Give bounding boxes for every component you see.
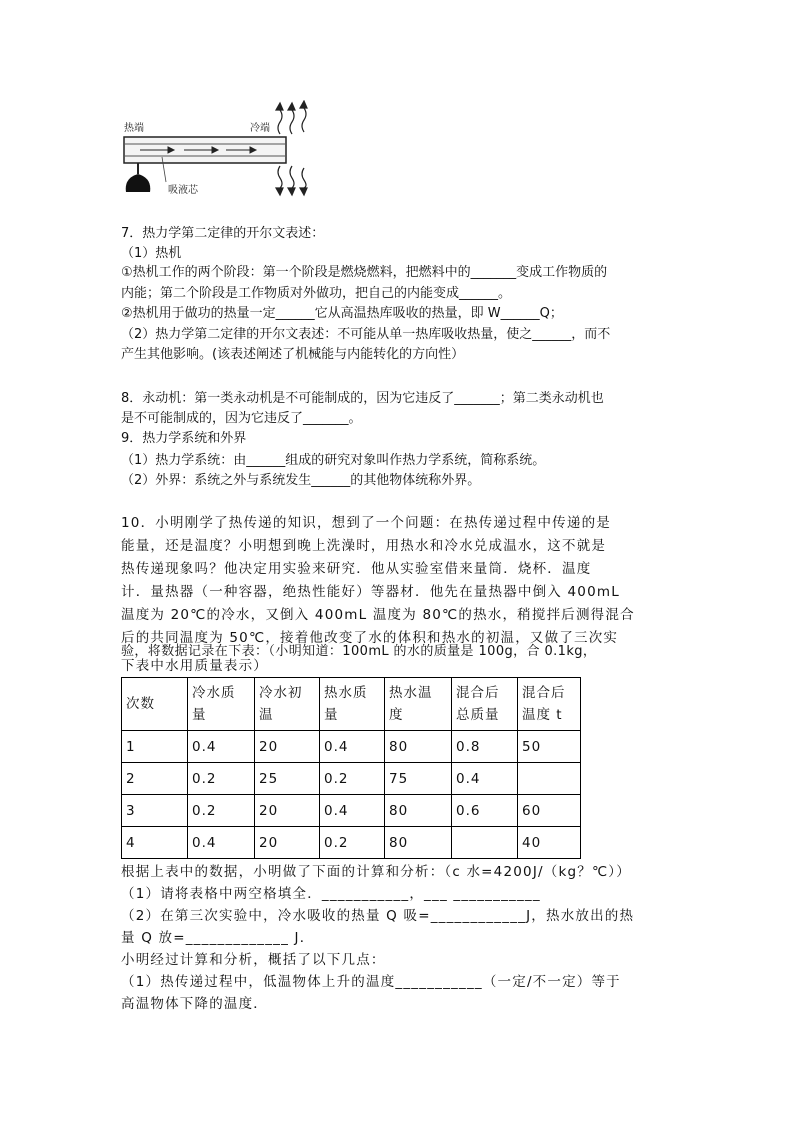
- q10-intro-line: 10．小明刚学了热传递的知识，想到了一个问题：在热传递过程中传递的是: [121, 515, 611, 531]
- table-cell: 0.2: [188, 795, 255, 827]
- table-cell: 0.4: [188, 827, 255, 859]
- column-header: 热水温 度: [385, 678, 452, 731]
- q7-part2-line1: （2）热力学第二定律的开尔文表述：不可能从单一热库吸收热量，使之______，而不: [121, 327, 611, 342]
- table-cell: 50: [518, 731, 581, 763]
- q10-conclusion-line2: 高温物体下降的温度．: [121, 996, 268, 1012]
- q7-title: 7．热力学第二定律的开尔文表述：: [121, 226, 325, 241]
- table-cell: 60: [518, 795, 581, 827]
- table-cell: 2: [122, 763, 188, 795]
- q10-intro-line: 热传递现象吗？他决定用实验来研究．他从实验室借来量筒．烧杯．温度: [121, 561, 592, 577]
- q7-item2: ②热机用于做功的热量一定______它从高温热库吸收的热量，即 W______Q；: [121, 306, 563, 321]
- table-cell: 20: [255, 731, 320, 763]
- table-row: [122, 795, 581, 827]
- q7-part1-header: （1）热机: [121, 246, 182, 261]
- q10-intro-line: 下表中水用质量表示）: [121, 658, 268, 674]
- table-cell: 3: [122, 795, 188, 827]
- table-row: [122, 731, 581, 763]
- burner-flame: [126, 163, 151, 192]
- q10-intro-line: 后的共同温度为 50℃，接着他改变了水的体积和热水的初温，又做了三次实: [121, 630, 619, 646]
- table-cell: 0.2: [320, 763, 385, 795]
- q10-intro-line: 能量，还是温度？小明想到晚上洗澡时，用热水和冷水兑成温水，这不就是: [121, 538, 607, 554]
- column-header: 混合后 温度 t: [518, 678, 581, 731]
- table-row: [122, 827, 581, 859]
- q9-part1: （1）热力学系统：由______组成的研究对象叫作热力学系统，简称系统。: [121, 453, 546, 468]
- heat-release-waves-up: [276, 101, 307, 134]
- table-header-row: [122, 678, 581, 731]
- table-cell: 0.4: [320, 731, 385, 763]
- table-cell-blank: [452, 827, 518, 859]
- table-cell: 0.6: [452, 795, 518, 827]
- table-cell: 0.2: [188, 763, 255, 795]
- table-cell: 0.4: [320, 795, 385, 827]
- q10-conclusion-line1: （1）热传递过程中，低温物体上升的温度___________（一定/不一定）等于: [121, 974, 621, 990]
- table-cell: 0.4: [452, 763, 518, 795]
- q10-heat-released-line: 量 Q 放=_____________ J．: [121, 930, 315, 946]
- wick-label: 吸液芯: [168, 185, 198, 196]
- q8-line2: 是不可能制成的，因为它违反了_______。: [121, 411, 362, 426]
- q7-item1-line1: ①热机工作的两个阶段：第一个阶段是燃烧燃料，把燃料中的_______变成工作物质的: [121, 265, 608, 280]
- table-cell: 75: [385, 763, 452, 795]
- q10-heat-absorbed-line: （2）在第三次实验中，冷水吸收的热量 Q 吸=____________J，热水放出的热: [121, 908, 635, 924]
- table-cell: 0.8: [452, 731, 518, 763]
- column-header: 次数: [122, 678, 188, 731]
- table-cell: 80: [385, 731, 452, 763]
- hot-end-label: 热端: [124, 123, 144, 134]
- table-cell: 80: [385, 827, 452, 859]
- q9-part2: （2）外界：系统之外与系统发生______的其他物体统称外界。: [121, 473, 481, 488]
- table-cell: 20: [255, 827, 320, 859]
- column-header: 热水质 量: [320, 678, 385, 731]
- heat-release-waves-down: [276, 166, 307, 195]
- table-cell: 40: [518, 827, 581, 859]
- column-header: 冷水初 温: [255, 678, 320, 731]
- table-cell: 1: [122, 731, 188, 763]
- column-header: 混合后 总质量: [452, 678, 518, 731]
- q7-part2-line2: 产生其他影响。(该表述阐述了机械能与内能转化的方向性）: [121, 347, 465, 362]
- q8-line1: 8．永动机：第一类永动机是不可能制成的，因为它违反了_______；第二类永动机也: [121, 391, 604, 406]
- q10-fill-table-prompt: （1）请将表格中两空格填全．___________，___ ___________: [121, 886, 541, 902]
- table-cell: 20: [255, 795, 320, 827]
- table-cell: 0.4: [188, 731, 255, 763]
- q10-analysis-line: 根据上表中的数据，小明做了下面的计算和分析：（c 水=4200J/（kg？℃））: [121, 864, 631, 880]
- q10-intro-line: 验，将数据记录在下表：（小明知道：100mL 的水的质量是 100g，合 0.1kg，: [121, 644, 597, 659]
- cold-end-label: 冷端: [250, 123, 270, 134]
- column-header: 冷水质 量: [188, 678, 255, 731]
- heat-pipe-figure: [110, 100, 330, 200]
- q7-item1-line2: 内能；第二个阶段是工作物质对外做功，把自己的内能变成______。: [121, 286, 512, 301]
- table-row: [122, 763, 581, 795]
- experiment-data-table: [121, 677, 581, 859]
- q10-intro-line: 计．量热器（一种容器，绝热性能好）等器材．他先在量热器中倒入 400mL: [121, 584, 620, 600]
- table-cell-blank: [518, 763, 581, 795]
- q10-intro-line: 温度为 20℃的冷水，又倒入 400mL 温度为 80℃的热水，稍搅拌后测得混合: [121, 607, 635, 623]
- table-cell: 80: [385, 795, 452, 827]
- q10-summary-intro: 小明经过计算和分析，概括了以下几点：: [121, 952, 386, 968]
- table-cell: 4: [122, 827, 188, 859]
- q9-title: 9．热力学系统和外界: [121, 431, 247, 446]
- table-cell: 25: [255, 763, 320, 795]
- table-cell: 0.2: [320, 827, 385, 859]
